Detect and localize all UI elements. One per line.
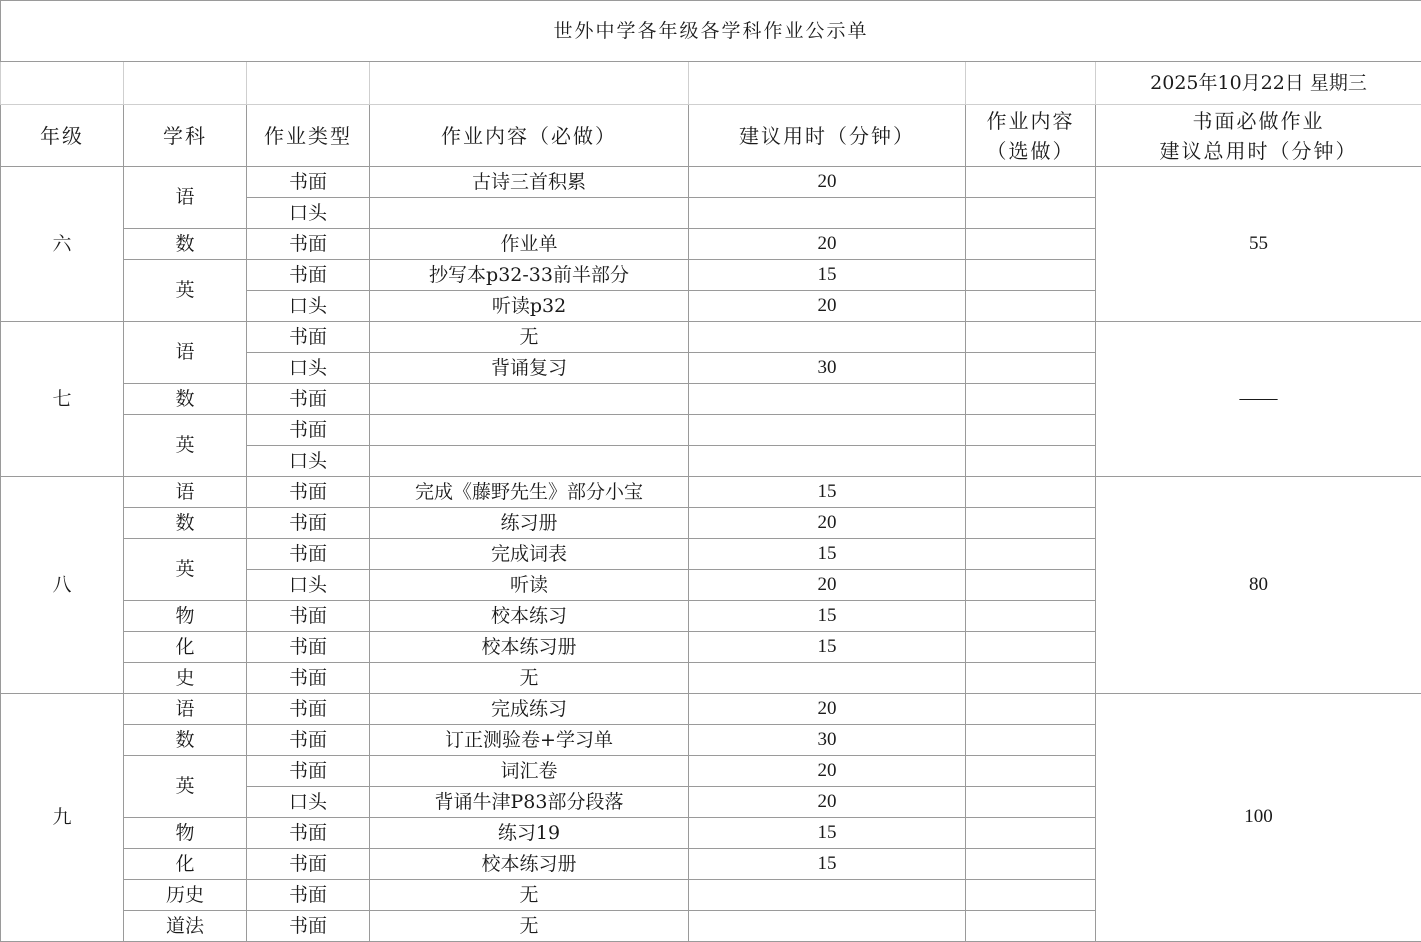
time-cell: 20 — [689, 570, 966, 601]
blank-cell — [124, 62, 247, 105]
optional-cell — [966, 725, 1096, 756]
subject-cell: 英 — [124, 260, 247, 322]
subject-cell: 语 — [124, 322, 247, 384]
title-row — [1, 1, 1421, 62]
header-subject: 学科 — [124, 105, 247, 167]
subject-cell: 语 — [124, 477, 247, 508]
content-cell — [370, 198, 689, 229]
content-cell: 抄写本p32-33前半部分 — [370, 260, 689, 291]
subject-cell: 数 — [124, 725, 247, 756]
content-cell: 无 — [370, 663, 689, 694]
optional-cell — [966, 477, 1096, 508]
header-type: 作业类型 — [247, 105, 370, 167]
subject-cell: 语 — [124, 694, 247, 725]
grade-cell: 八 — [1, 477, 124, 694]
optional-cell — [966, 229, 1096, 260]
content-cell: 完成练习 — [370, 694, 689, 725]
table-row — [1, 477, 1421, 508]
time-cell: 20 — [689, 694, 966, 725]
type-cell: 书面 — [247, 911, 370, 942]
optional-cell — [966, 756, 1096, 787]
header-grade: 年级 — [1, 105, 124, 167]
type-cell: 书面 — [247, 725, 370, 756]
type-cell: 书面 — [247, 756, 370, 787]
subject-cell: 语 — [124, 167, 247, 229]
date-row — [1, 62, 1421, 105]
subject-cell: 化 — [124, 632, 247, 663]
total-time-cell: 100 — [1096, 694, 1421, 942]
content-cell: 背诵复习 — [370, 353, 689, 384]
subject-cell: 英 — [124, 756, 247, 818]
blank-cell — [1, 62, 124, 105]
time-cell — [689, 880, 966, 911]
blank-cell — [247, 62, 370, 105]
type-cell: 书面 — [247, 384, 370, 415]
table-row — [1, 167, 1421, 198]
time-cell: 30 — [689, 725, 966, 756]
date-label: 2025年10月22日 星期三 — [1096, 62, 1421, 105]
optional-cell — [966, 787, 1096, 818]
content-cell — [370, 384, 689, 415]
content-cell: 校本练习 — [370, 601, 689, 632]
type-cell: 书面 — [247, 508, 370, 539]
time-cell: 30 — [689, 353, 966, 384]
content-cell — [370, 446, 689, 477]
optional-cell — [966, 167, 1096, 198]
optional-cell — [966, 818, 1096, 849]
time-cell: 20 — [689, 756, 966, 787]
type-cell: 书面 — [247, 167, 370, 198]
type-cell: 书面 — [247, 229, 370, 260]
type-cell: 口头 — [247, 787, 370, 818]
subject-cell: 历史 — [124, 880, 247, 911]
subject-cell: 英 — [124, 539, 247, 601]
time-cell — [689, 911, 966, 942]
optional-cell — [966, 291, 1096, 322]
content-cell: 背诵牛津P83部分段落 — [370, 787, 689, 818]
type-cell: 书面 — [247, 260, 370, 291]
optional-cell — [966, 601, 1096, 632]
content-cell — [370, 415, 689, 446]
header-optional-line2: （选做） — [986, 138, 1075, 163]
type-cell: 书面 — [247, 322, 370, 353]
time-cell — [689, 446, 966, 477]
content-cell: 作业单 — [370, 229, 689, 260]
subject-cell: 物 — [124, 818, 247, 849]
time-cell: 20 — [689, 508, 966, 539]
grade-cell: 七 — [1, 322, 124, 477]
type-cell: 书面 — [247, 880, 370, 911]
content-cell: 词汇卷 — [370, 756, 689, 787]
time-cell: 20 — [689, 229, 966, 260]
header-optional — [966, 105, 1096, 167]
content-cell: 听读p32 — [370, 291, 689, 322]
subject-cell: 数 — [124, 508, 247, 539]
type-cell: 口头 — [247, 198, 370, 229]
optional-cell — [966, 849, 1096, 880]
content-cell: 无 — [370, 911, 689, 942]
total-time-cell: 80 — [1096, 477, 1421, 694]
time-cell: 15 — [689, 260, 966, 291]
time-cell: 15 — [689, 849, 966, 880]
table-row — [1, 322, 1421, 353]
subject-cell: 物 — [124, 601, 247, 632]
content-cell: 古诗三首积累 — [370, 167, 689, 198]
type-cell: 书面 — [247, 663, 370, 694]
blank-cell — [966, 62, 1096, 105]
type-cell: 书面 — [247, 632, 370, 663]
time-cell — [689, 198, 966, 229]
type-cell: 书面 — [247, 694, 370, 725]
blank-cell — [370, 62, 689, 105]
content-cell: 练习19 — [370, 818, 689, 849]
time-cell: 20 — [689, 787, 966, 818]
time-cell: 15 — [689, 632, 966, 663]
optional-cell — [966, 508, 1096, 539]
optional-cell — [966, 663, 1096, 694]
header-optional-line1: 作业内容 — [986, 108, 1075, 133]
content-cell: 校本练习册 — [370, 849, 689, 880]
time-cell: 20 — [689, 291, 966, 322]
total-time-cell: —— — [1096, 322, 1421, 477]
blank-cell — [689, 62, 966, 105]
optional-cell — [966, 384, 1096, 415]
content-cell: 校本练习册 — [370, 632, 689, 663]
subject-cell: 数 — [124, 229, 247, 260]
type-cell: 口头 — [247, 291, 370, 322]
optional-cell — [966, 415, 1096, 446]
type-cell: 口头 — [247, 446, 370, 477]
optional-cell — [966, 260, 1096, 291]
time-cell: 20 — [689, 167, 966, 198]
subject-cell: 英 — [124, 415, 247, 477]
type-cell: 口头 — [247, 570, 370, 601]
time-cell: 15 — [689, 539, 966, 570]
optional-cell — [966, 880, 1096, 911]
time-cell — [689, 384, 966, 415]
optional-cell — [966, 911, 1096, 942]
optional-cell — [966, 539, 1096, 570]
type-cell: 书面 — [247, 601, 370, 632]
type-cell: 书面 — [247, 818, 370, 849]
time-cell — [689, 415, 966, 446]
type-cell: 书面 — [247, 477, 370, 508]
total-time-cell: 55 — [1096, 167, 1421, 322]
table-row — [1, 694, 1421, 725]
header-total — [1096, 105, 1421, 167]
content-cell: 完成词表 — [370, 539, 689, 570]
time-cell — [689, 322, 966, 353]
type-cell: 口头 — [247, 353, 370, 384]
content-cell: 听读 — [370, 570, 689, 601]
content-cell: 订正测验卷+学习单 — [370, 725, 689, 756]
optional-cell — [966, 322, 1096, 353]
optional-cell — [966, 570, 1096, 601]
time-cell: 15 — [689, 477, 966, 508]
subject-cell: 数 — [124, 384, 247, 415]
grade-cell: 九 — [1, 694, 124, 942]
grade-cell: 六 — [1, 167, 124, 322]
content-cell: 无 — [370, 322, 689, 353]
header-content: 作业内容（必做） — [370, 105, 689, 167]
optional-cell — [966, 198, 1096, 229]
header-time: 建议用时（分钟） — [689, 105, 966, 167]
type-cell: 书面 — [247, 539, 370, 570]
subject-cell: 史 — [124, 663, 247, 694]
header-total-line1: 书面必做作业 — [1192, 108, 1325, 133]
time-cell: 15 — [689, 818, 966, 849]
subject-cell: 化 — [124, 849, 247, 880]
type-cell: 书面 — [247, 415, 370, 446]
page-title: 世外中学各年级各学科作业公示单 — [1, 1, 1421, 62]
time-cell: 15 — [689, 601, 966, 632]
optional-cell — [966, 446, 1096, 477]
type-cell: 书面 — [247, 849, 370, 880]
optional-cell — [966, 353, 1096, 384]
content-cell: 练习册 — [370, 508, 689, 539]
optional-cell — [966, 632, 1096, 663]
header-total-line2: 建议总用时（分钟） — [1159, 138, 1358, 163]
content-cell: 完成《藤野先生》部分小宝 — [370, 477, 689, 508]
time-cell — [689, 663, 966, 694]
content-cell: 无 — [370, 880, 689, 911]
subject-cell: 道法 — [124, 911, 247, 942]
optional-cell — [966, 694, 1096, 725]
header-row — [1, 105, 1421, 167]
